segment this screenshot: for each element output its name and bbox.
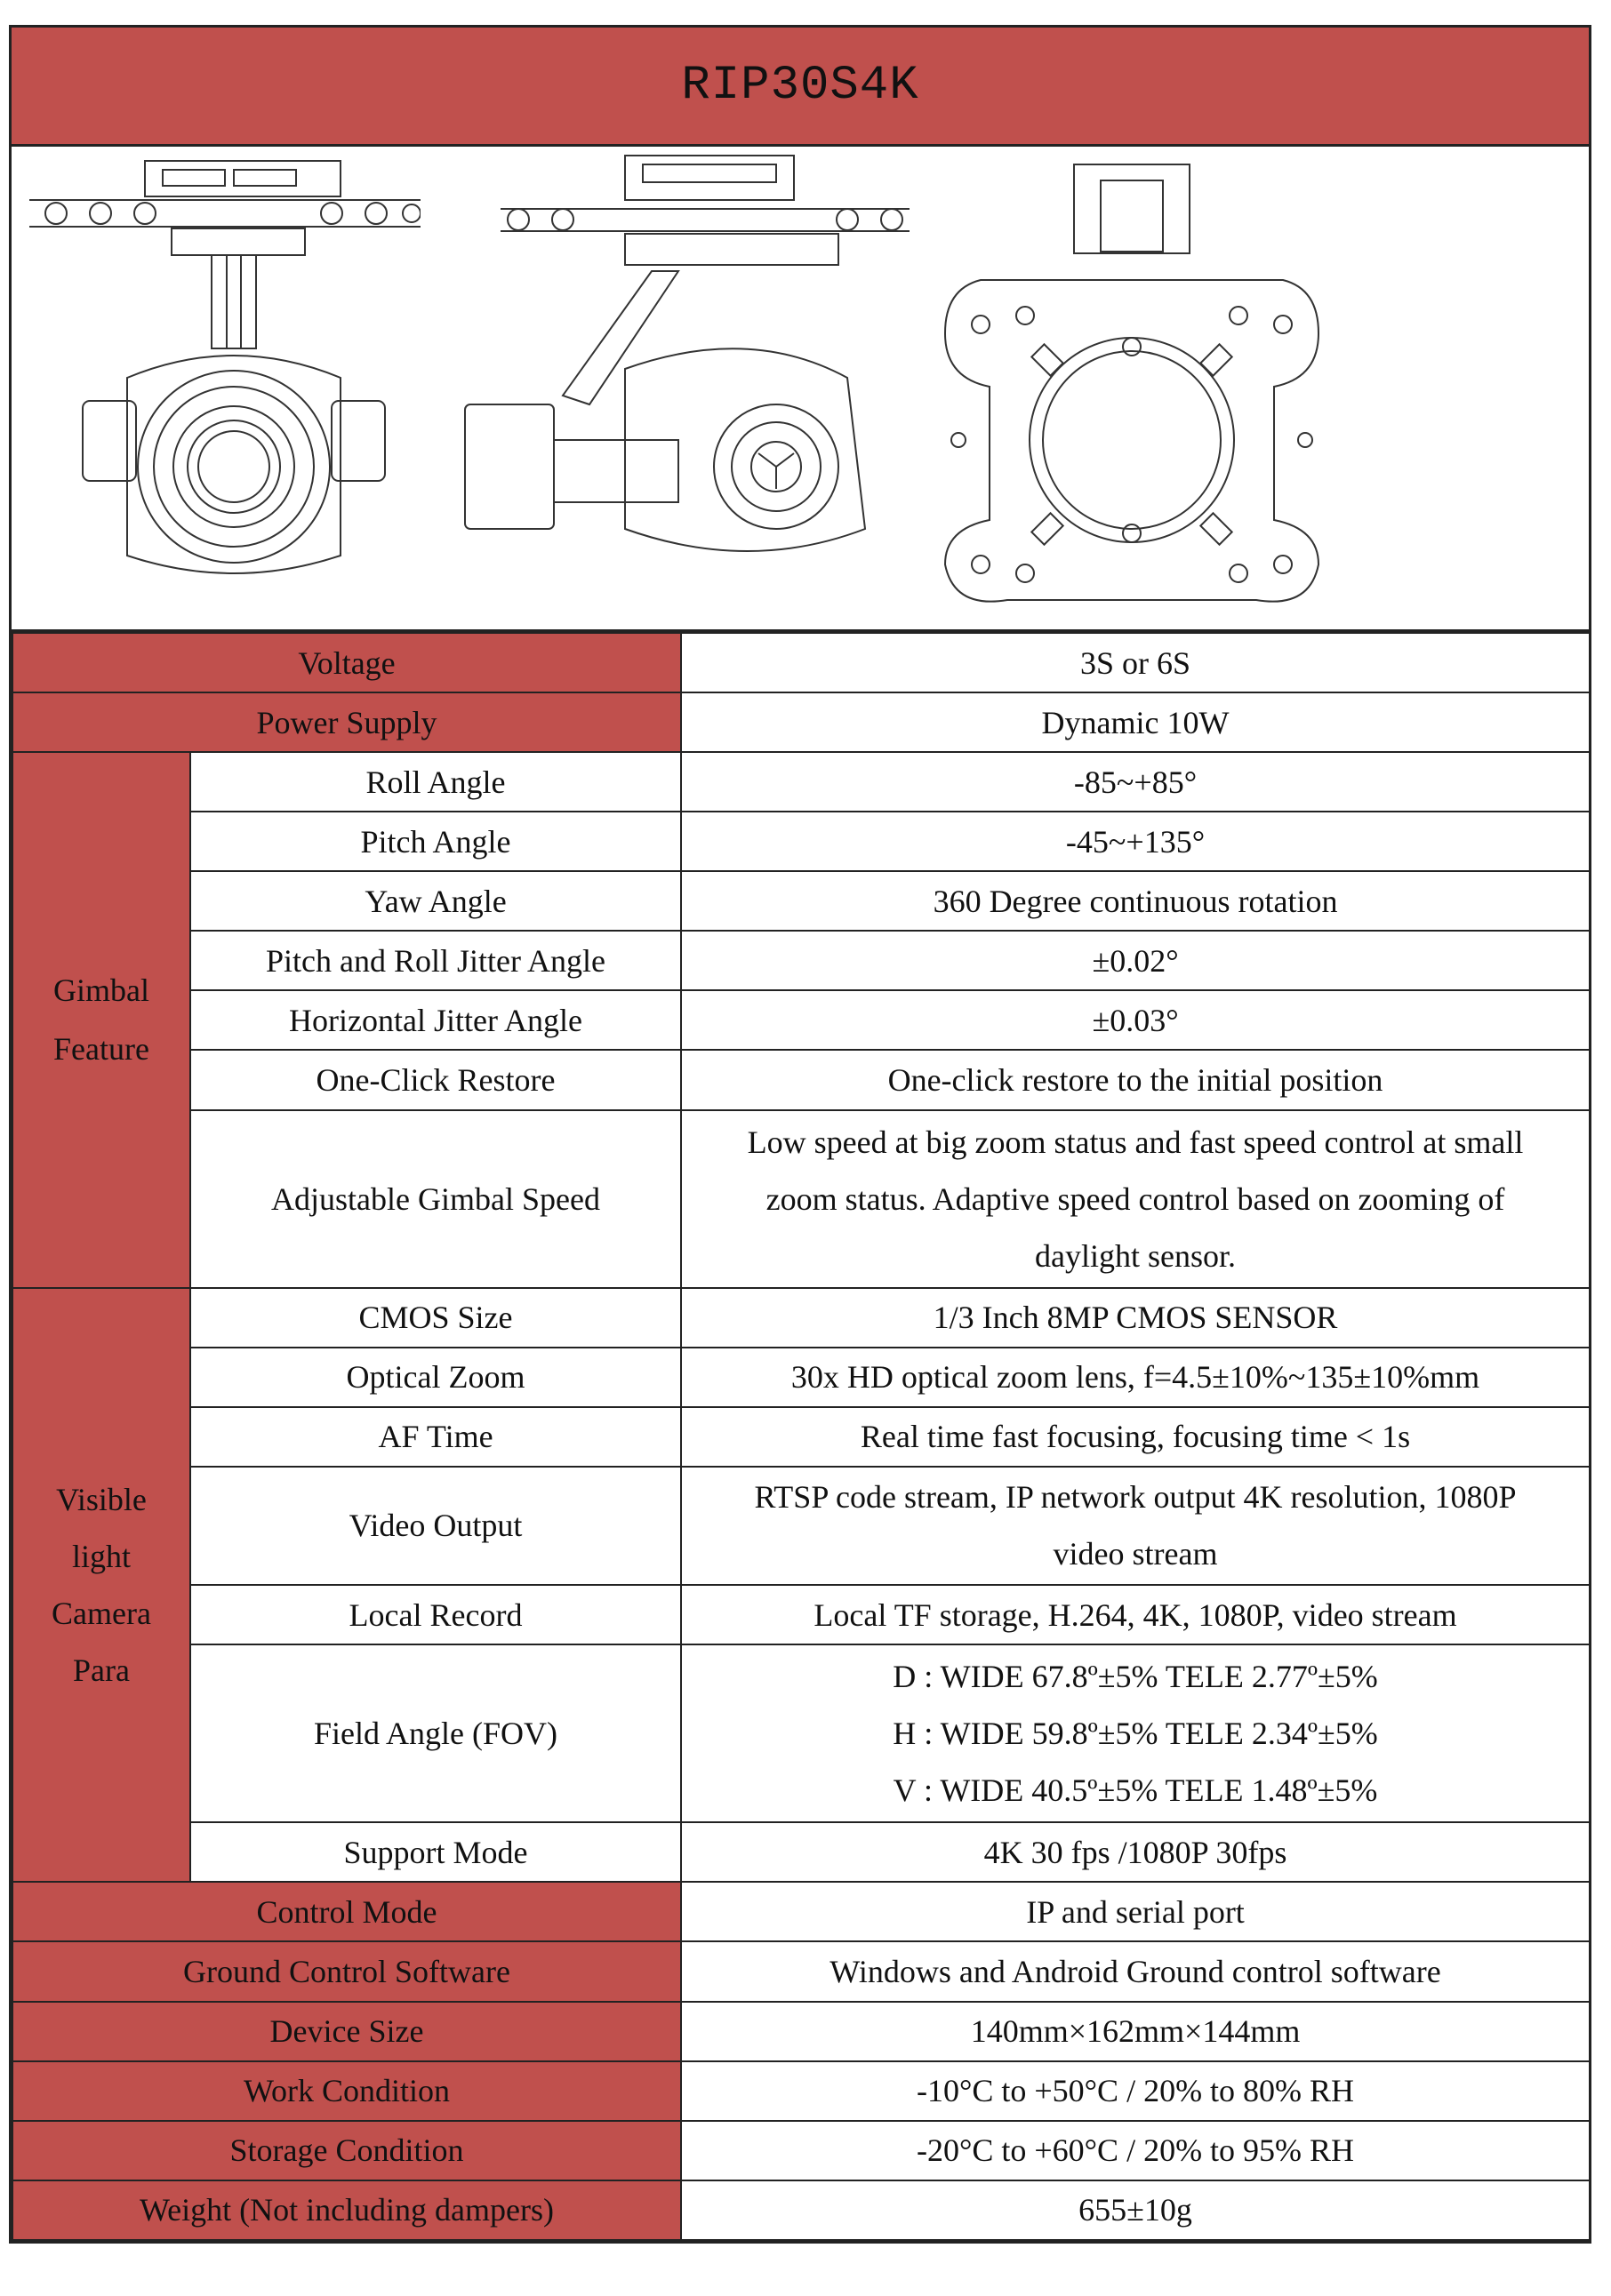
- product-title: RIP30S4K: [12, 28, 1589, 147]
- fov-line-v: V : WIDE 40.5º±5% TELE 1.48º±5%: [893, 1772, 1378, 1809]
- table-row: [12, 752, 1590, 812]
- spec-label: Local Record: [190, 1585, 681, 1644]
- spec-label: Pitch and Roll Jitter Angle: [190, 931, 681, 990]
- spec-value: One-click restore to the initial position: [681, 1050, 1590, 1109]
- spec-label: Control Mode: [12, 1882, 681, 1941]
- spec-label: Field Angle (FOV): [190, 1644, 681, 1822]
- top-view-drawing: [927, 147, 1336, 632]
- table-row: [12, 1050, 1590, 1109]
- spec-label: Support Mode: [190, 1822, 681, 1882]
- group-label-camera: Visible light Camera Para: [12, 1288, 190, 1883]
- spec-label: Optical Zoom: [190, 1348, 681, 1407]
- table-row: [12, 931, 1590, 990]
- front-view-drawing: [29, 147, 421, 632]
- spec-value: -85~+85°: [681, 752, 1590, 812]
- table-row: [12, 1348, 1590, 1407]
- group-label-gimbal: Gimbal Feature: [12, 752, 190, 1288]
- spec-value: 4K 30 fps /1080P 30fps: [681, 1822, 1590, 1882]
- spec-sheet: [9, 25, 1591, 2244]
- spec-label: Work Condition: [12, 2061, 681, 2121]
- spec-value: -20°C to +60°C / 20% to 95% RH: [681, 2121, 1590, 2180]
- table-row: [12, 1882, 1590, 1941]
- spec-value: 1/3 Inch 8MP CMOS SENSOR: [681, 1288, 1590, 1348]
- spec-value: 30x HD optical zoom lens, f=4.5±10%~135±10%mm: [681, 1348, 1590, 1407]
- spec-label: Yaw Angle: [190, 871, 681, 931]
- fov-line-h: H : WIDE 59.8º±5% TELE 2.34º±5%: [893, 1716, 1378, 1752]
- table-row: [12, 692, 1590, 752]
- table-row: [12, 1644, 1590, 1822]
- table-row: [12, 1822, 1590, 1882]
- spec-value: Local TF storage, H.264, 4K, 1080P, video stream: [681, 1585, 1590, 1644]
- spec-value: -45~+135°: [681, 812, 1590, 871]
- spec-label: Roll Angle: [190, 752, 681, 812]
- table-row: [12, 1407, 1590, 1467]
- product-drawings: [12, 147, 1589, 632]
- spec-label: Storage Condition: [12, 2121, 681, 2180]
- table-row: [12, 1110, 1590, 1288]
- spec-value: Real time fast focusing, focusing time < 1s: [681, 1407, 1590, 1467]
- spec-value: Low speed at big zoom status and fast speed control at small zoom status. Adaptive speed control based on zooming of daylight sensor.: [681, 1110, 1590, 1288]
- side-view-drawing: [447, 147, 918, 632]
- table-row: [12, 633, 1590, 692]
- spec-label: AF Time: [190, 1407, 681, 1467]
- table-row: [12, 2002, 1590, 2061]
- table-row: [12, 1467, 1590, 1585]
- spec-label: CMOS Size: [190, 1288, 681, 1348]
- spec-value-fov: [681, 1644, 1590, 1822]
- spec-label: Weight (Not including dampers): [12, 2180, 681, 2240]
- spec-value: 140mm×162mm×144mm: [681, 2002, 1590, 2061]
- spec-label: Video Output: [190, 1467, 681, 1585]
- spec-label: Device Size: [12, 2002, 681, 2061]
- spec-value: Dynamic 10W: [681, 692, 1590, 752]
- spec-label: Pitch Angle: [190, 812, 681, 871]
- spec-label: Adjustable Gimbal Speed: [190, 1110, 681, 1288]
- table-row: [12, 990, 1590, 1050]
- table-row: [12, 1585, 1590, 1644]
- spec-value: ±0.02°: [681, 931, 1590, 990]
- table-row: [12, 1288, 1590, 1348]
- spec-value: -10°C to +50°C / 20% to 80% RH: [681, 2061, 1590, 2121]
- spec-label: Voltage: [12, 633, 681, 692]
- spec-value: IP and serial port: [681, 1882, 1590, 1941]
- spec-value: Windows and Android Ground control software: [681, 1941, 1590, 2001]
- table-row: [12, 871, 1590, 931]
- table-row: [12, 2121, 1590, 2180]
- spec-label: Ground Control Software: [12, 1941, 681, 2001]
- spec-label: Power Supply: [12, 692, 681, 752]
- spec-value: 655±10g: [681, 2180, 1590, 2240]
- spec-value: 3S or 6S: [681, 633, 1590, 692]
- spec-label: Horizontal Jitter Angle: [190, 990, 681, 1050]
- fov-line-d: D : WIDE 67.8º±5% TELE 2.77º±5%: [893, 1659, 1378, 1695]
- spec-value: RTSP code stream, IP network output 4K resolution, 1080P video stream: [681, 1467, 1590, 1585]
- spec-label: One-Click Restore: [190, 1050, 681, 1109]
- table-row: [12, 812, 1590, 871]
- spec-value: 360 Degree continuous rotation: [681, 871, 1590, 931]
- table-row: [12, 2180, 1590, 2240]
- table-row: [12, 1941, 1590, 2001]
- table-row: [12, 2061, 1590, 2121]
- spec-value: ±0.03°: [681, 990, 1590, 1050]
- spec-table: [12, 632, 1591, 2241]
